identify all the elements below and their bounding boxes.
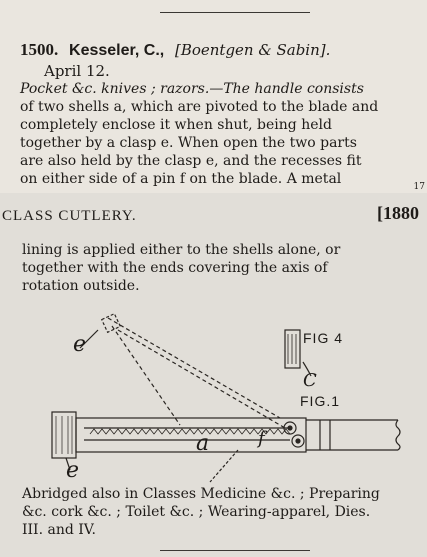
e-top-label: e bbox=[73, 332, 88, 357]
fig4-c-label: C bbox=[303, 370, 318, 391]
entry-number: 1500. bbox=[20, 40, 59, 59]
fig4-clasp bbox=[285, 330, 300, 368]
bottom-paragraph bbox=[22, 241, 414, 295]
top-line-1: Pocket &c. knives ; razors.—The handle consists bbox=[20, 81, 364, 97]
entry-assignee: [Boentgen & Sabin]. bbox=[174, 41, 331, 59]
knife-drawing bbox=[0, 300, 427, 485]
bottom-line-1: lining is applied either to the shells alone, or bbox=[22, 242, 341, 258]
end-clasp bbox=[52, 412, 76, 458]
top-rule bbox=[160, 12, 310, 13]
top-line-4: together by a clasp e. When open the two parts bbox=[20, 135, 357, 151]
top-paragraph bbox=[20, 80, 415, 188]
pivot-lower-center bbox=[296, 439, 300, 443]
f-label: f bbox=[258, 428, 266, 449]
bottom-line-3: rotation outside. bbox=[22, 278, 140, 294]
bottom-line-2: together with the ends covering the axis of bbox=[22, 260, 328, 276]
shell-dashed-lower bbox=[118, 330, 285, 428]
entry-date: April 12. bbox=[44, 62, 110, 80]
fig1-label: FIG.1 bbox=[300, 393, 341, 409]
f-leader bbox=[210, 450, 238, 482]
top-line-3: completely enclose it when shut, being held bbox=[20, 117, 332, 133]
blade-bolster bbox=[320, 420, 330, 450]
caption-line-3: III. and IV. bbox=[22, 522, 96, 538]
shell-dashed-swing bbox=[112, 326, 180, 425]
fig4-hatching bbox=[288, 334, 296, 364]
abridged-caption bbox=[22, 485, 417, 539]
shell-dashed-upper bbox=[108, 318, 280, 418]
entry-heading bbox=[20, 40, 420, 60]
caption-line-2: &c. cork &c. ; Toilet &c. ; Wearing-apparel, Dies. bbox=[22, 504, 371, 520]
top-line-5: are also held by the clasp e, and the recesses fit bbox=[20, 153, 362, 169]
page-marker: 17 bbox=[413, 182, 425, 192]
pivot-upper-center bbox=[288, 426, 292, 430]
handle-shell bbox=[76, 418, 306, 452]
running-head-year: [1880 bbox=[377, 203, 419, 223]
e-bottom-label: e bbox=[66, 458, 81, 483]
end-clasp-hatching bbox=[56, 416, 72, 454]
a-label: a bbox=[196, 431, 211, 456]
running-head-title: CLASS CUTLERY. bbox=[2, 208, 137, 224]
top-line-6: on either side of a pin f on the blade. A metal bbox=[20, 171, 342, 187]
patent-figure bbox=[0, 300, 427, 485]
caption-line-1: Abridged also in Classes Medicine &c. ; Preparing bbox=[22, 486, 380, 502]
top-line-2: of two shells a, which are pivoted to the blade and bbox=[20, 99, 379, 115]
fig4-label: FIG 4 bbox=[303, 330, 344, 346]
entry-name: Kesseler, C., bbox=[69, 42, 165, 59]
bottom-rule bbox=[160, 550, 310, 551]
blade-break bbox=[396, 420, 400, 450]
